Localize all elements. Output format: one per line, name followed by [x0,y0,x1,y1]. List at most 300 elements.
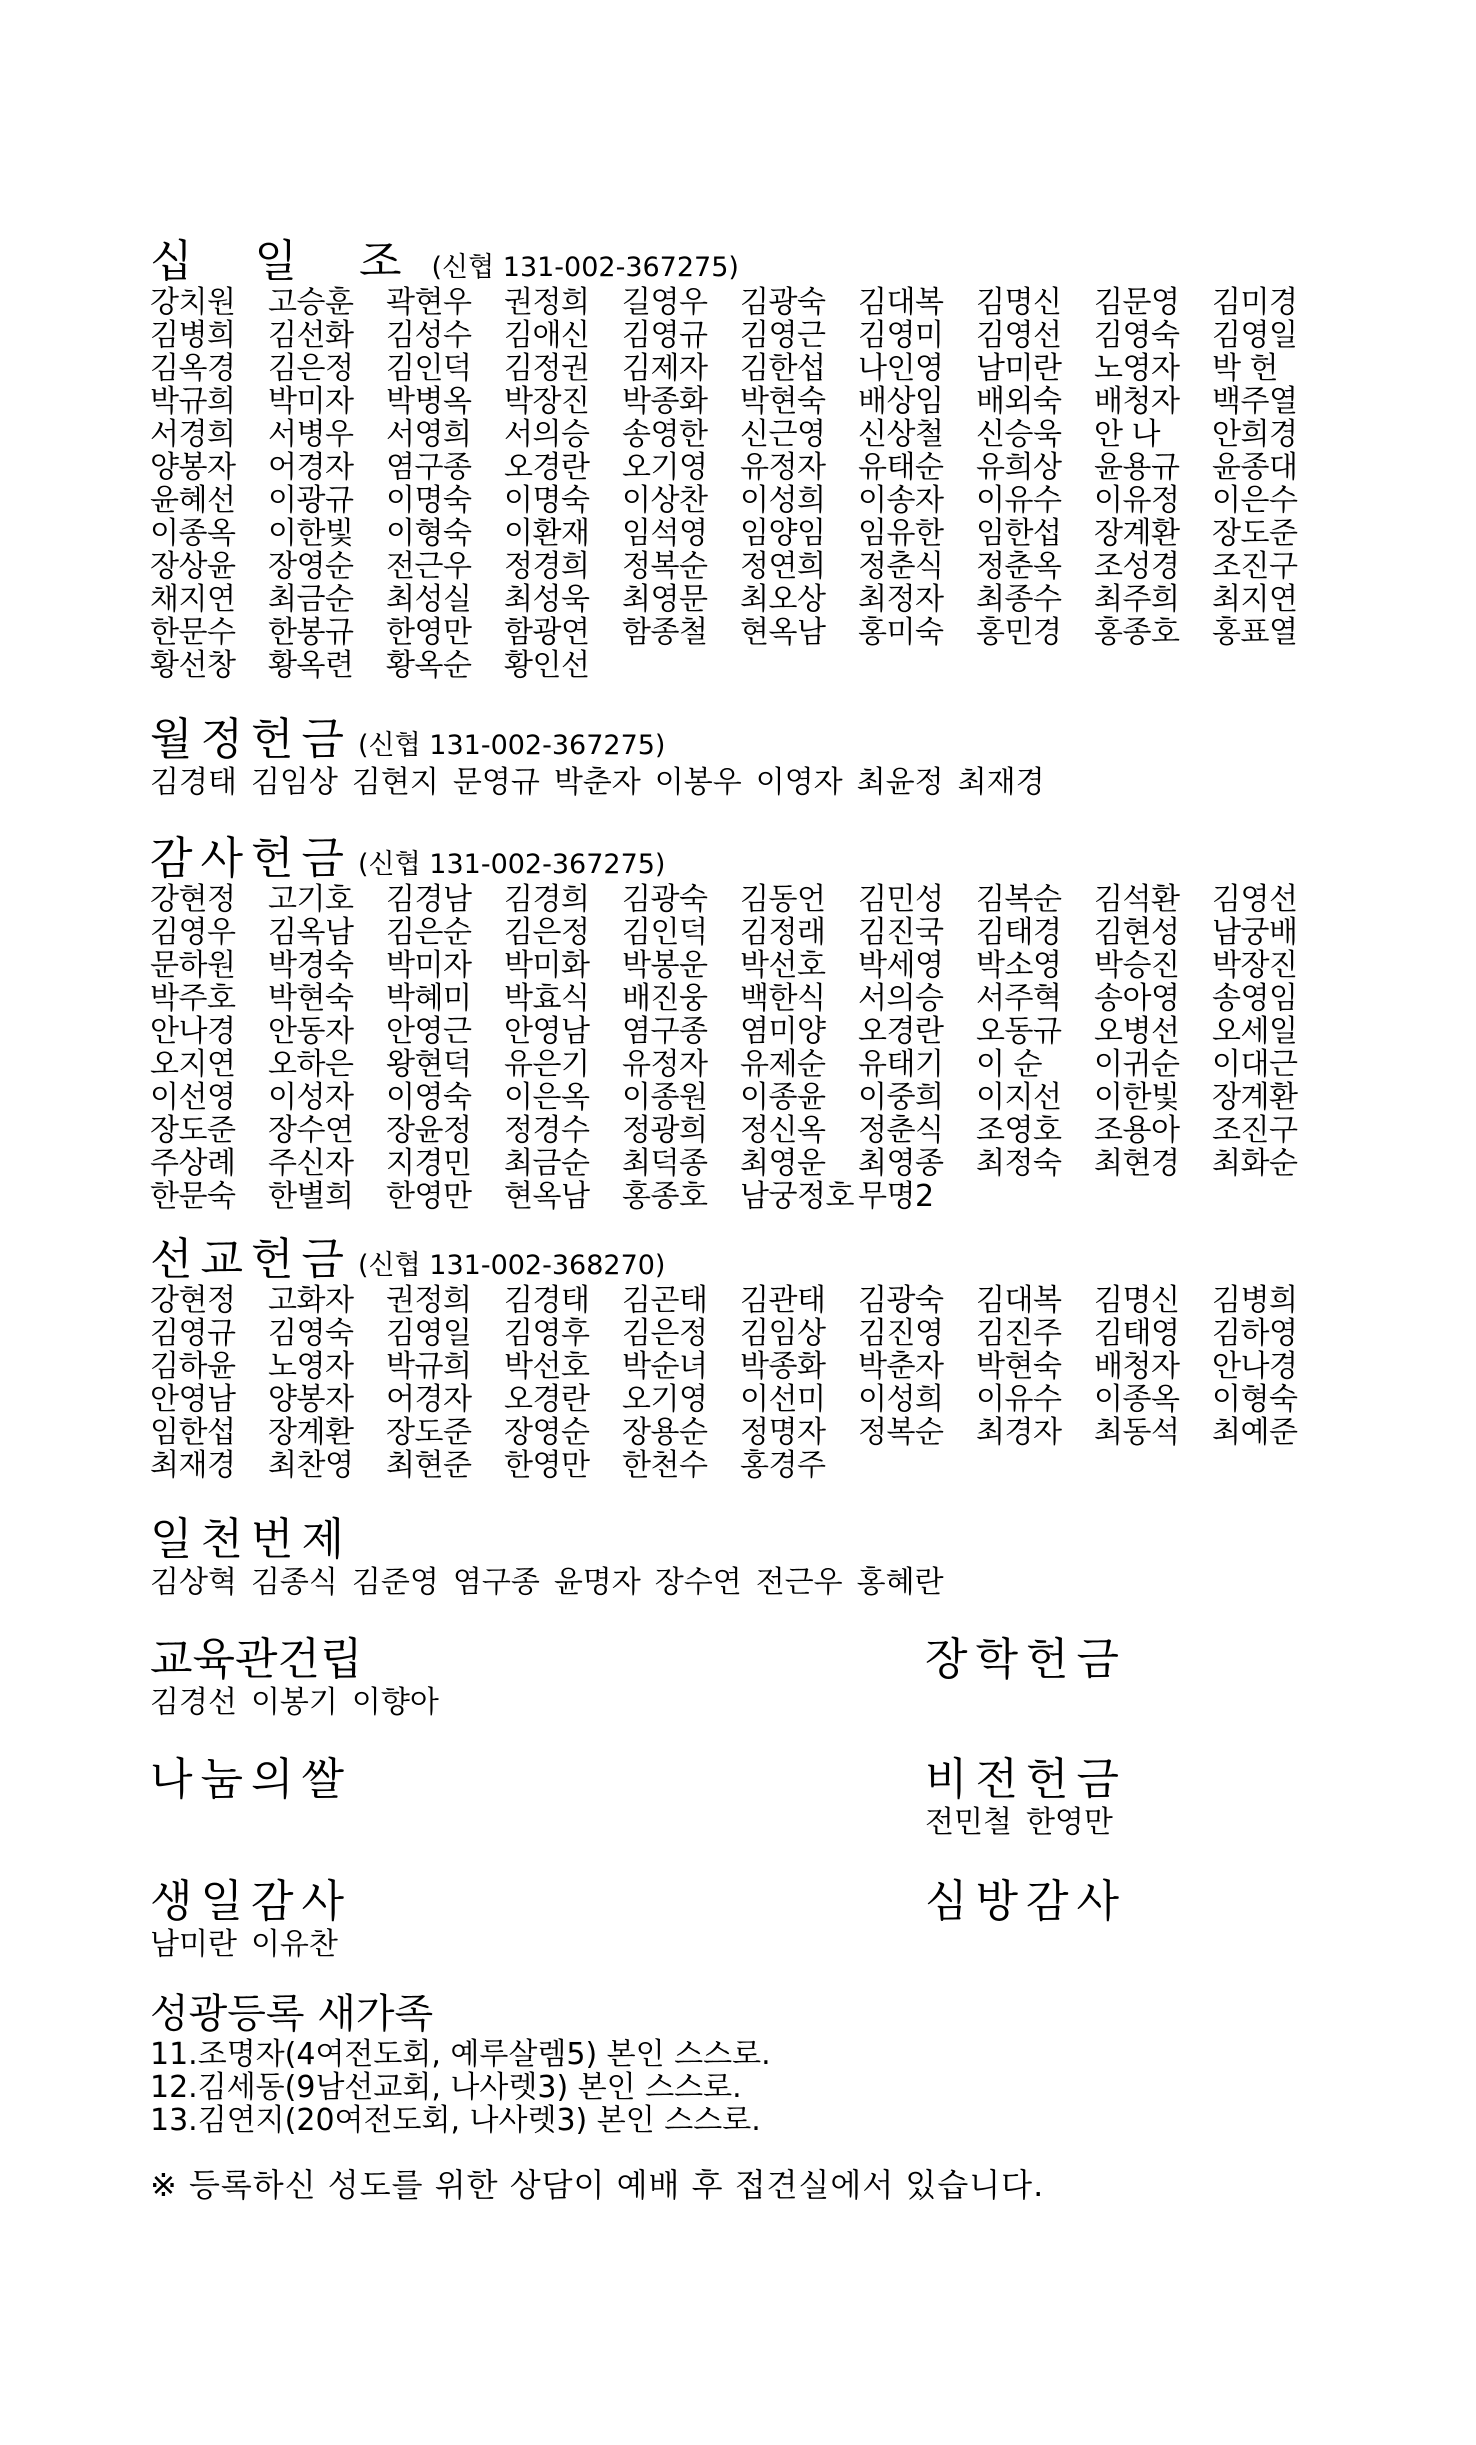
name-item: 안나경 [150,1014,236,1049]
name-item: 주신자 [268,1146,354,1181]
name-item: 김선화 [268,318,354,353]
name-item: 김종식 [250,1565,338,1600]
name-item: 장수연 [654,1565,742,1600]
name-item: 홍종호 [622,1179,708,1214]
scholarship-section [925,1634,1325,1685]
name-item: 이유수 [976,1382,1062,1417]
name-item: 어경자 [268,450,354,485]
name-item: 곽현우 [386,285,472,320]
name-item: 박봉운 [622,948,708,983]
name-item: 남궁배 [1212,915,1298,950]
name-item: 박종화 [740,1349,826,1384]
name-item: 안동자 [268,1014,354,1049]
name-item: 김은정 [268,351,354,386]
name-item: 장윤정 [386,1113,472,1148]
monthly-names [150,766,1330,800]
name-item: 이환재 [504,516,590,551]
name-item: 정춘옥 [976,549,1062,584]
name-item: 최재경 [957,765,1045,800]
tithe-account: (신협 131-002-367275) [431,252,739,283]
name-item: 최덕종 [622,1146,708,1181]
scholarship-title: 장학헌금 [925,1634,1128,1685]
name-item: 김정래 [740,915,826,950]
name-item: 배외숙 [976,384,1062,419]
name-item: 김은정 [504,915,590,950]
name-item: 김태영 [1094,1316,1180,1351]
name-item: 최성실 [386,582,472,617]
name-item: 김한섭 [740,351,826,386]
name-item: 남미란 [976,351,1062,386]
name-item: 박순녀 [622,1349,708,1384]
name-item: 박현숙 [976,1349,1062,1384]
monthly-header [150,714,1330,765]
name-item: 한봉규 [268,615,354,650]
name-item: 박현숙 [740,384,826,419]
name-item: 김임상 [250,765,338,800]
name-item: 고기호 [268,882,354,917]
name-item: 안영남 [504,1014,590,1049]
name-item: 홍민경 [976,615,1062,650]
name-item: 조진구 [1212,549,1298,584]
ilcheon-section [150,1514,1330,1600]
name-item: 임한섭 [150,1415,236,1450]
name-item: 최화순 [1212,1146,1298,1181]
name-item: 김애신 [504,318,590,353]
name-item: 김임상 [740,1316,826,1351]
name-item: 홍혜란 [856,1565,944,1600]
newfamily-line: 11.조명자(4여전도회, 예루살렘5) 본인 스스로. [150,2037,771,2072]
name-item: 오기영 [622,450,708,485]
name-item: 장도준 [1212,516,1298,551]
name-item: 오경란 [504,1382,590,1417]
name-item: 이성자 [268,1080,354,1115]
name-item: 오하은 [268,1047,354,1082]
name-item: 박종화 [622,384,708,419]
name-item: 한별희 [268,1179,354,1214]
name-item: 김인덕 [622,915,708,950]
name-item: 배청자 [1094,384,1180,419]
name-item: 이명숙 [504,483,590,518]
name-item: 정연희 [740,549,826,584]
name-item: 김병희 [1212,1283,1298,1318]
name-item: 서의승 [858,981,944,1016]
name-item: 박선호 [504,1349,590,1384]
name-item: 현옥남 [504,1179,590,1214]
name-item: 박장진 [504,384,590,419]
name-item: 장도준 [150,1113,236,1148]
name-item: 신승욱 [976,417,1062,452]
name-item: 권정희 [504,285,590,320]
name-item: 김진주 [976,1316,1062,1351]
name-item: 김영후 [504,1316,590,1351]
name-item: 장계환 [268,1415,354,1450]
name-item: 주상례 [150,1146,236,1181]
name-item: 김성수 [386,318,472,353]
name-item: 이봉우 [654,765,742,800]
name-item: 박 헌 [1212,351,1278,386]
name-item: 이상찬 [622,483,708,518]
name-item: 박효식 [504,981,590,1016]
name-item: 윤용규 [1094,450,1180,485]
name-item: 김영선 [976,318,1062,353]
name-item: 최재경 [150,1448,236,1483]
name-item: 안영근 [386,1014,472,1049]
name-item: 노영자 [268,1349,354,1384]
name-item: 고화자 [268,1283,354,1318]
name-item: 이송자 [858,483,944,518]
tithe-section [150,236,1330,683]
name-item: 이영숙 [386,1080,472,1115]
name-item: 안나경 [1212,1349,1298,1384]
name-item: 윤혜선 [150,483,236,518]
name-item: 현옥남 [740,615,826,650]
name-item: 김영일 [1212,318,1298,353]
name-item: 유태기 [858,1047,944,1082]
name-item: 박소영 [976,948,1062,983]
name-item: 유태순 [858,450,944,485]
name-item: 최윤정 [856,765,944,800]
visit-section [925,1876,1325,1927]
name-item: 김하영 [1212,1316,1298,1351]
name-item: 조용아 [1094,1113,1180,1148]
education-section [150,1634,750,1720]
name-item: 안 나 [1094,417,1160,452]
name-item: 김상혁 [150,1565,237,1600]
name-item: 김영숙 [268,1316,354,1351]
name-item: 장용순 [622,1415,708,1450]
name-item: 황인선 [504,648,590,683]
name-item: 서병우 [268,417,354,452]
name-item: 이명숙 [386,483,472,518]
name-item: 임유한 [858,516,944,551]
name-item: 서주혁 [976,981,1062,1016]
birthday-names [150,1928,750,1962]
name-item: 최영종 [858,1146,944,1181]
birthday-title: 생일감사 [150,1876,353,1927]
name-item: 김광숙 [622,882,708,917]
name-item: 무명2 [858,1179,934,1214]
name-item: 김명신 [976,285,1062,320]
name-item: 홍미숙 [858,615,944,650]
name-item: 김영미 [858,318,944,353]
name-item: 정복순 [858,1415,944,1450]
name-item: 유정자 [622,1047,708,1082]
name-item: 배상임 [858,384,944,419]
name-item: 정복순 [622,549,708,584]
name-item: 김경희 [504,882,590,917]
name-item: 김관태 [740,1283,826,1318]
name-item: 왕현덕 [386,1047,472,1082]
notice-text: ※ 등록하신 성도를 위한 상담이 예배 후 접견실에서 있습니다. [150,2166,1045,2204]
name-item: 김영규 [622,318,708,353]
name-item: 김병희 [150,318,236,353]
name-item: 김영규 [150,1316,236,1351]
name-item: 장수연 [268,1113,354,1148]
vision-names [925,1806,1325,1840]
name-item: 전근우 [386,549,472,584]
name-item: 염구종 [386,450,472,485]
name-item: 유제순 [740,1047,826,1082]
name-item: 최지연 [1212,582,1298,617]
name-item: 이종옥 [1094,1382,1180,1417]
visit-title: 심방감사 [925,1876,1128,1927]
name-item: 장영순 [504,1415,590,1450]
name-item: 장도준 [386,1415,472,1450]
newfamily-line: 12.김세동(9남선교회, 나사렛3) 본인 스스로. [150,2070,742,2105]
name-item: 김영숙 [1094,318,1180,353]
mission-section [150,1234,1330,1483]
name-item: 윤종대 [1212,450,1298,485]
name-item: 김준영 [351,1565,439,1600]
name-item: 박규희 [386,1349,472,1384]
name-item: 한문수 [150,615,236,650]
name-item: 한영만 [504,1448,590,1483]
name-item: 최정자 [858,582,944,617]
name-item: 김하윤 [150,1349,236,1384]
name-item: 이종옥 [150,516,236,551]
name-item: 오경란 [858,1014,944,1049]
name-item: 문하원 [150,948,236,983]
name-item: 김경남 [386,882,472,917]
name-item: 김제자 [622,351,708,386]
name-item: 오경란 [504,450,590,485]
name-item: 김경태 [150,765,237,800]
name-item: 임석영 [622,516,708,551]
name-item: 김명신 [1094,1283,1180,1318]
name-item: 황옥련 [268,648,354,683]
name-item: 지경민 [386,1146,472,1181]
name-item: 김진국 [858,915,944,950]
name-item: 김미경 [1212,285,1298,320]
mission-account: (신협 131-002-368270) [358,1250,666,1281]
name-item: 홍표열 [1212,615,1298,650]
name-item: 박세영 [858,948,944,983]
name-item: 홍종호 [1094,615,1180,650]
name-item: 김은순 [386,915,472,950]
name-item: 정춘식 [858,549,944,584]
name-item: 임양임 [740,516,826,551]
name-item: 박미자 [386,948,472,983]
tithe-title: 십 일 조 [150,236,426,287]
name-item: 이선미 [740,1382,826,1417]
name-item: 이선영 [150,1080,236,1115]
name-item: 오지연 [150,1047,236,1082]
name-item: 김영선 [1212,882,1298,917]
monthly-section [150,714,1330,800]
ilcheon-header [150,1514,1330,1565]
name-item: 이봉기 [250,1685,338,1720]
name-item: 이은옥 [504,1080,590,1115]
vision-title: 비전헌금 [925,1754,1128,1805]
name-item: 장영순 [268,549,354,584]
name-item: 정경희 [504,549,590,584]
name-item: 길영우 [622,285,708,320]
name-item: 어경자 [386,1382,472,1417]
education-names [150,1686,750,1720]
name-item: 박규희 [150,384,236,419]
name-item: 신상철 [858,417,944,452]
name-item: 박혜미 [386,981,472,1016]
newfamily-line: 13.김연지(20여전도회, 나사렛3) 본인 스스로. [150,2103,761,2138]
name-item: 김옥경 [150,351,236,386]
name-item: 이은수 [1212,483,1298,518]
mission-names [150,1284,1330,1482]
thanks-header [150,833,1330,884]
name-item: 염구종 [622,1014,708,1049]
name-item: 오동규 [976,1014,1062,1049]
name-item: 유은기 [504,1047,590,1082]
name-item: 김경태 [504,1283,590,1318]
name-item: 김곤태 [622,1283,708,1318]
name-item: 백한식 [740,981,826,1016]
mission-header [150,1234,1330,1285]
name-item: 안희경 [1212,417,1298,452]
name-item: 김영근 [740,318,826,353]
name-item: 박장진 [1212,948,1298,983]
name-item: 이귀순 [1094,1047,1180,1082]
name-item: 송아영 [1094,981,1180,1016]
name-item: 배청자 [1094,1349,1180,1384]
name-item: 강현정 [150,882,236,917]
name-item: 안영남 [150,1382,236,1417]
name-item: 박미자 [268,384,354,419]
name-item: 김인덕 [386,351,472,386]
name-item: 이유수 [976,483,1062,518]
name-item: 송영임 [1212,981,1298,1016]
name-item: 김진영 [858,1316,944,1351]
name-item: 이향아 [351,1685,439,1720]
name-item: 박경숙 [268,948,354,983]
education-title: 교육관건립 [150,1634,363,1685]
name-item: 최주희 [1094,582,1180,617]
name-item: 박춘자 [553,765,641,800]
name-item: 임한섭 [976,516,1062,551]
thanks-account: (신협 131-002-367275) [358,849,666,880]
name-item: 박현숙 [268,981,354,1016]
name-item: 정광희 [622,1113,708,1148]
name-item: 김정권 [504,351,590,386]
name-item: 노영자 [1094,351,1180,386]
birthday-section [150,1876,750,1962]
name-item: 이중희 [858,1080,944,1115]
name-item: 서영희 [386,417,472,452]
name-item: 나인영 [858,351,944,386]
name-item: 이성희 [858,1382,944,1417]
name-item: 오기영 [622,1382,708,1417]
name-item: 유희상 [976,450,1062,485]
name-item: 최정숙 [976,1146,1062,1181]
name-item: 김현지 [351,765,439,800]
name-item: 이유정 [1094,483,1180,518]
name-item: 김광숙 [740,285,826,320]
name-item: 이한빛 [1094,1080,1180,1115]
name-item: 김민성 [858,882,944,917]
name-item: 김경선 [150,1685,237,1720]
name-item: 이형숙 [386,516,472,551]
newfamily-lines [150,2038,1330,2137]
name-item: 한문숙 [150,1179,236,1214]
name-item: 조진구 [1212,1113,1298,1148]
name-item: 정명자 [740,1415,826,1450]
name-item: 서의승 [504,417,590,452]
name-item: 최현준 [386,1448,472,1483]
name-item: 조영호 [976,1113,1062,1148]
name-item: 이대근 [1212,1047,1298,1082]
name-item: 박주호 [150,981,236,1016]
mission-title: 선교헌금 [150,1234,353,1285]
name-item: 서경희 [150,417,236,452]
name-item: 이형숙 [1212,1382,1298,1417]
name-item: 박춘자 [858,1349,944,1384]
name-item: 한영만 [386,615,472,650]
name-item: 유정자 [740,450,826,485]
name-item: 최종수 [976,582,1062,617]
name-item: 최예준 [1212,1415,1298,1450]
name-item: 배진웅 [622,981,708,1016]
name-item: 최경자 [976,1415,1062,1450]
name-item: 강현정 [150,1283,236,1318]
tithe-header [150,236,1330,287]
name-item: 한영만 [1025,1805,1113,1840]
tithe-names [150,286,1330,682]
name-item: 정춘식 [858,1113,944,1148]
name-item: 최찬영 [268,1448,354,1483]
name-item: 장상윤 [150,549,236,584]
name-item: 강치원 [150,285,236,320]
name-item: 이 순 [976,1047,1042,1082]
name-item: 전근우 [755,1565,843,1600]
name-item: 이지선 [976,1080,1062,1115]
name-item: 김영일 [386,1316,472,1351]
vision-section [925,1754,1325,1840]
name-item: 남미란 [150,1927,237,1962]
name-item: 최영운 [740,1146,826,1181]
name-item: 백주열 [1212,384,1298,419]
name-item: 박병옥 [386,384,472,419]
name-item: 김영우 [150,915,236,950]
name-item: 이성희 [740,483,826,518]
name-item: 신근영 [740,417,826,452]
name-item: 황옥순 [386,648,472,683]
monthly-title: 월정헌금 [150,714,353,765]
thanks-names [150,883,1330,1213]
ilcheon-names [150,1566,1330,1600]
name-item: 김현성 [1094,915,1180,950]
name-item: 염구종 [452,1565,540,1600]
monthly-account: (신협 131-002-367275) [358,730,666,761]
name-item: 오세일 [1212,1014,1298,1049]
rice-title: 나눔의쌀 [150,1754,353,1805]
newfamily-title: 성광등록 새가족 [150,1991,434,2037]
name-item: 김석환 [1094,882,1180,917]
name-item: 최금순 [504,1146,590,1181]
thanks-section [150,833,1330,1214]
name-item: 전민철 [925,1805,1012,1840]
name-item: 김복순 [976,882,1062,917]
name-item: 박승진 [1094,948,1180,983]
name-item: 한천수 [622,1448,708,1483]
name-item: 최오상 [740,582,826,617]
name-item: 양봉자 [268,1382,354,1417]
name-item: 양봉자 [150,450,236,485]
name-item: 송영한 [622,417,708,452]
name-item: 오병선 [1094,1014,1180,1049]
name-item: 최영문 [622,582,708,617]
name-item: 김동언 [740,882,826,917]
notice [150,2160,1330,2206]
name-item: 김대복 [858,285,944,320]
name-item: 장계환 [1094,516,1180,551]
